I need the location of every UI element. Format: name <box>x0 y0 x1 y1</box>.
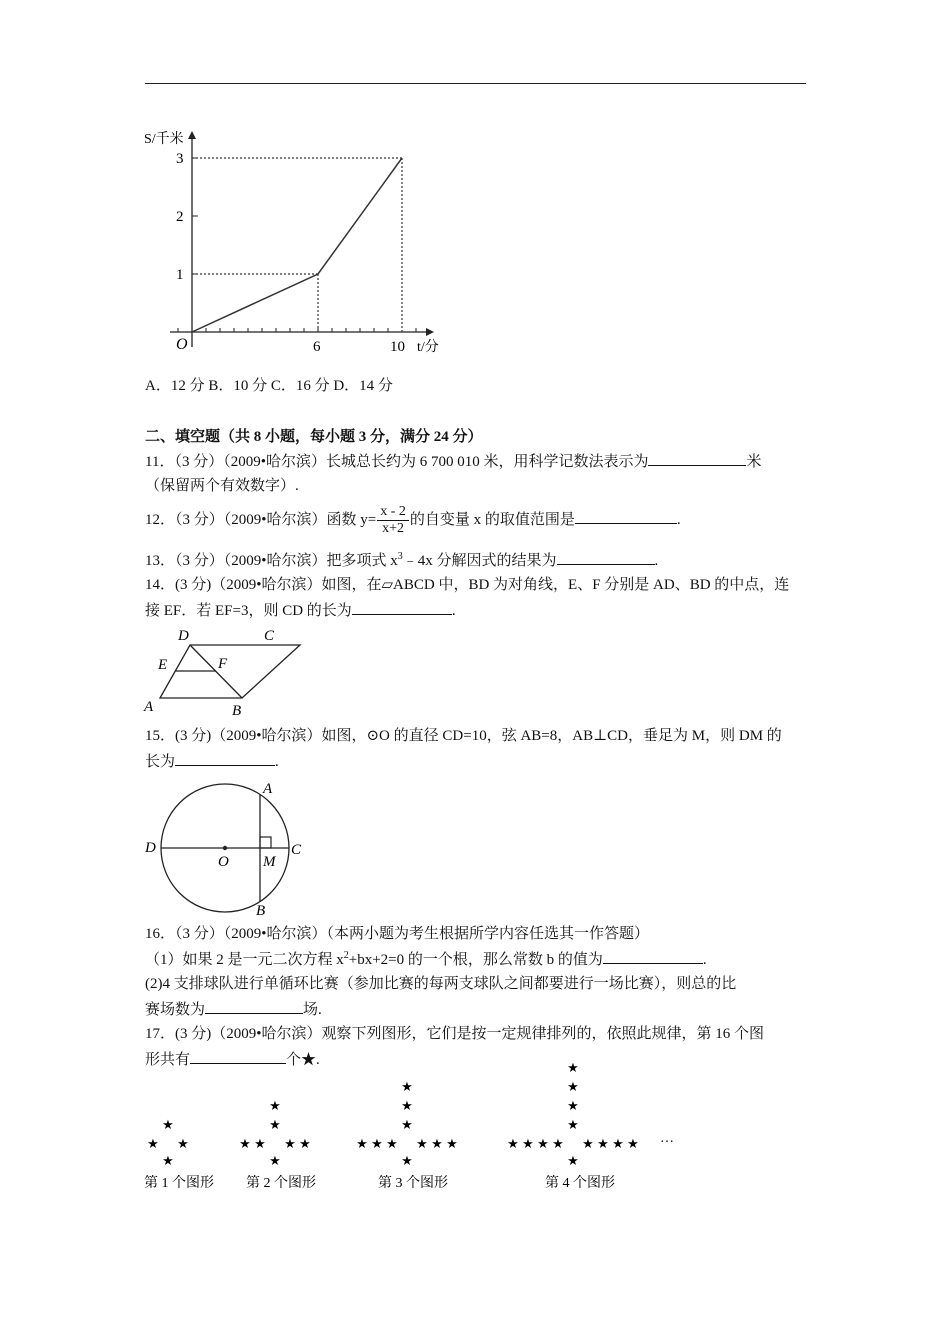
star-mark: ★ <box>446 1136 458 1151</box>
star-mark: ★ <box>284 1136 296 1151</box>
section-title: 二、填空题（共 8 小题，每小题 3 分，满分 24 分） <box>145 429 483 445</box>
caption-figure-2: 第 2 个图形 <box>246 1176 316 1191</box>
label-C: C <box>264 628 275 644</box>
q14-line1: 14．(3 分)（2009•哈尔滨）如图，在▱ABCD 中，BD 为对角线，E、F 分别是 AD、BD 的中点，连 <box>145 577 790 593</box>
star-mark: ★ <box>254 1136 266 1151</box>
parallelogram-figure <box>140 625 310 720</box>
q17-line1: 17．(3 分)（2009•哈尔滨）观察下列图形，它们是按一定规律排列的，依照此规律，第 16 个图 <box>145 1026 764 1042</box>
label-D: D <box>178 628 189 644</box>
y-tick-1: 1 <box>176 267 184 283</box>
label-D: D <box>145 840 156 856</box>
ellipsis: … <box>660 1131 674 1146</box>
q16-p1-answer-blank[interactable] <box>603 949 703 964</box>
star-mark: ★ <box>269 1117 281 1132</box>
q13-text-b: ﹣4x 分解因式的结果为 <box>402 553 557 569</box>
star-mark: ★ <box>597 1136 609 1151</box>
star-mark: ★ <box>522 1136 534 1151</box>
q15-text: 长为 <box>145 754 176 770</box>
star-mark: ★ <box>567 1079 579 1094</box>
q15-period: . <box>275 754 279 770</box>
label-M: M <box>263 854 276 870</box>
label-A: A <box>144 699 154 715</box>
q16-line1: 16．（3 分）（2009•哈尔滨）（本两小题为考生根据所学内容任选其一作答题） <box>145 926 650 942</box>
q10-options: A．12 分 B．10 分 C．16 分 D．14 分 <box>145 378 393 394</box>
y-axis-label: S/千米 <box>144 132 184 147</box>
q16-p1-text: （1）如果 2 是一元二次方程 x <box>145 952 344 968</box>
q11-answer-blank[interactable] <box>648 451 746 466</box>
q12-answer-blank[interactable] <box>575 509 677 524</box>
star-mark: ★ <box>269 1153 281 1168</box>
star-mark: ★ <box>177 1136 189 1151</box>
q13-line <box>145 550 658 571</box>
star-mark: ★ <box>356 1136 368 1151</box>
q16-p1-period: . <box>702 952 707 968</box>
q14-text: 接 EF．若 EF=3，则 CD 的长为 <box>145 603 352 619</box>
caption-figure-4: 第 4 个图形 <box>545 1176 615 1191</box>
x-tick-10: 10 <box>390 339 405 355</box>
star-mark: ★ <box>537 1136 549 1151</box>
q14-period: . <box>451 603 456 619</box>
q15-line1: 15．(3 分)（2009•哈尔滨）如图，⊙O 的直径 CD=10，弦 AB=8，AB⊥CD，垂足为 M，则 DM 的 <box>145 728 782 744</box>
q16-p2-answer-blank[interactable] <box>205 999 303 1014</box>
label-O: O <box>218 854 229 870</box>
star-mark: ★ <box>567 1060 579 1075</box>
q16-p2-unit: 场. <box>303 1002 322 1018</box>
q15-line2 <box>145 751 279 772</box>
q16-p1-text-b: +bx+2=0 的一个根，那么常数 b 的值为 <box>348 952 603 968</box>
q17-line2 <box>145 1049 320 1070</box>
q12-line <box>145 502 681 538</box>
q17-answer-blank[interactable] <box>190 1049 286 1064</box>
caption-figure-3: 第 3 个图形 <box>378 1176 448 1191</box>
star-mark: ★ <box>239 1136 251 1151</box>
y-tick-3: 3 <box>176 151 184 167</box>
star-mark: ★ <box>567 1117 579 1132</box>
q12-text: 12．（3 分）（2009•哈尔滨）函数 y= <box>145 512 377 528</box>
q13-answer-blank[interactable] <box>557 550 655 565</box>
q13-exponent: 3 <box>397 551 403 562</box>
star-mark: ★ <box>431 1136 443 1151</box>
x-tick-6: 6 <box>313 339 321 355</box>
star-mark: ★ <box>401 1098 413 1113</box>
label-E: E <box>158 657 168 673</box>
star-mark: ★ <box>162 1117 174 1132</box>
q11-line2: （保留两个有效数字）. <box>145 478 299 494</box>
label-F: F <box>218 656 228 672</box>
q11-line1 <box>145 451 761 472</box>
distance-time-graph <box>140 125 460 365</box>
q12-numerator: x - 2 <box>377 504 409 521</box>
star-mark: ★ <box>386 1136 398 1151</box>
star-mark: ★ <box>162 1153 174 1168</box>
caption-figure-1: 第 1 个图形 <box>144 1176 214 1191</box>
star-mark: ★ <box>612 1136 624 1151</box>
label-A: A <box>263 781 273 797</box>
q13-text: 13．（3 分）（2009•哈尔滨）把多项式 x <box>145 553 398 569</box>
q12-text-b: 的自变量 x 的取值范围是 <box>409 512 575 528</box>
q16-exponent: 2 <box>343 950 349 961</box>
star-mark: ★ <box>567 1098 579 1113</box>
label-B: B <box>256 903 266 919</box>
q16-part2-line1: (2)4 支排球队进行单循环比赛（参加比赛的每两支球队之间都要进行一场比赛），则总的比 <box>145 976 737 992</box>
star-mark: ★ <box>582 1136 594 1151</box>
q16-part2-line2 <box>145 999 322 1020</box>
star-mark: ★ <box>269 1098 281 1113</box>
star-mark: ★ <box>552 1136 564 1151</box>
q12-denominator: x+2 <box>382 521 404 537</box>
star-mark: ★ <box>507 1136 519 1151</box>
x-axis-label: t/分 <box>417 340 439 355</box>
star-mark: ★ <box>147 1136 159 1151</box>
q16-p2-text: 赛场数为 <box>145 1002 206 1018</box>
star-mark: ★ <box>567 1153 579 1168</box>
q11-text: 11．（3 分）（2009•哈尔滨）长城总长约为 6 700 010 米，用科学记数法表示为 <box>145 454 649 470</box>
q12-period: . <box>676 512 681 528</box>
label-C: C <box>291 842 302 858</box>
q12-fraction <box>377 504 409 537</box>
q14-line2 <box>145 600 456 621</box>
star-mark: ★ <box>401 1117 413 1132</box>
y-tick-2: 2 <box>176 209 184 225</box>
star-mark: ★ <box>401 1153 413 1168</box>
star-mark: ★ <box>627 1136 639 1151</box>
q15-answer-blank[interactable] <box>175 751 275 766</box>
q14-answer-blank[interactable] <box>352 600 452 615</box>
q16-part1 <box>145 949 707 970</box>
star-mark: ★ <box>401 1079 413 1094</box>
top-rule <box>145 83 806 84</box>
label-B: B <box>232 703 242 719</box>
star-mark: ★ <box>299 1136 311 1151</box>
star-mark: ★ <box>416 1136 428 1151</box>
q13-period: . <box>654 553 659 569</box>
q17-text: 形共有 <box>145 1052 191 1068</box>
origin-label: O <box>176 336 188 353</box>
q11-unit: 米 <box>746 454 762 470</box>
circle-figure <box>140 776 310 919</box>
star-mark: ★ <box>371 1136 383 1151</box>
q17-text-b: 个★. <box>286 1052 320 1068</box>
